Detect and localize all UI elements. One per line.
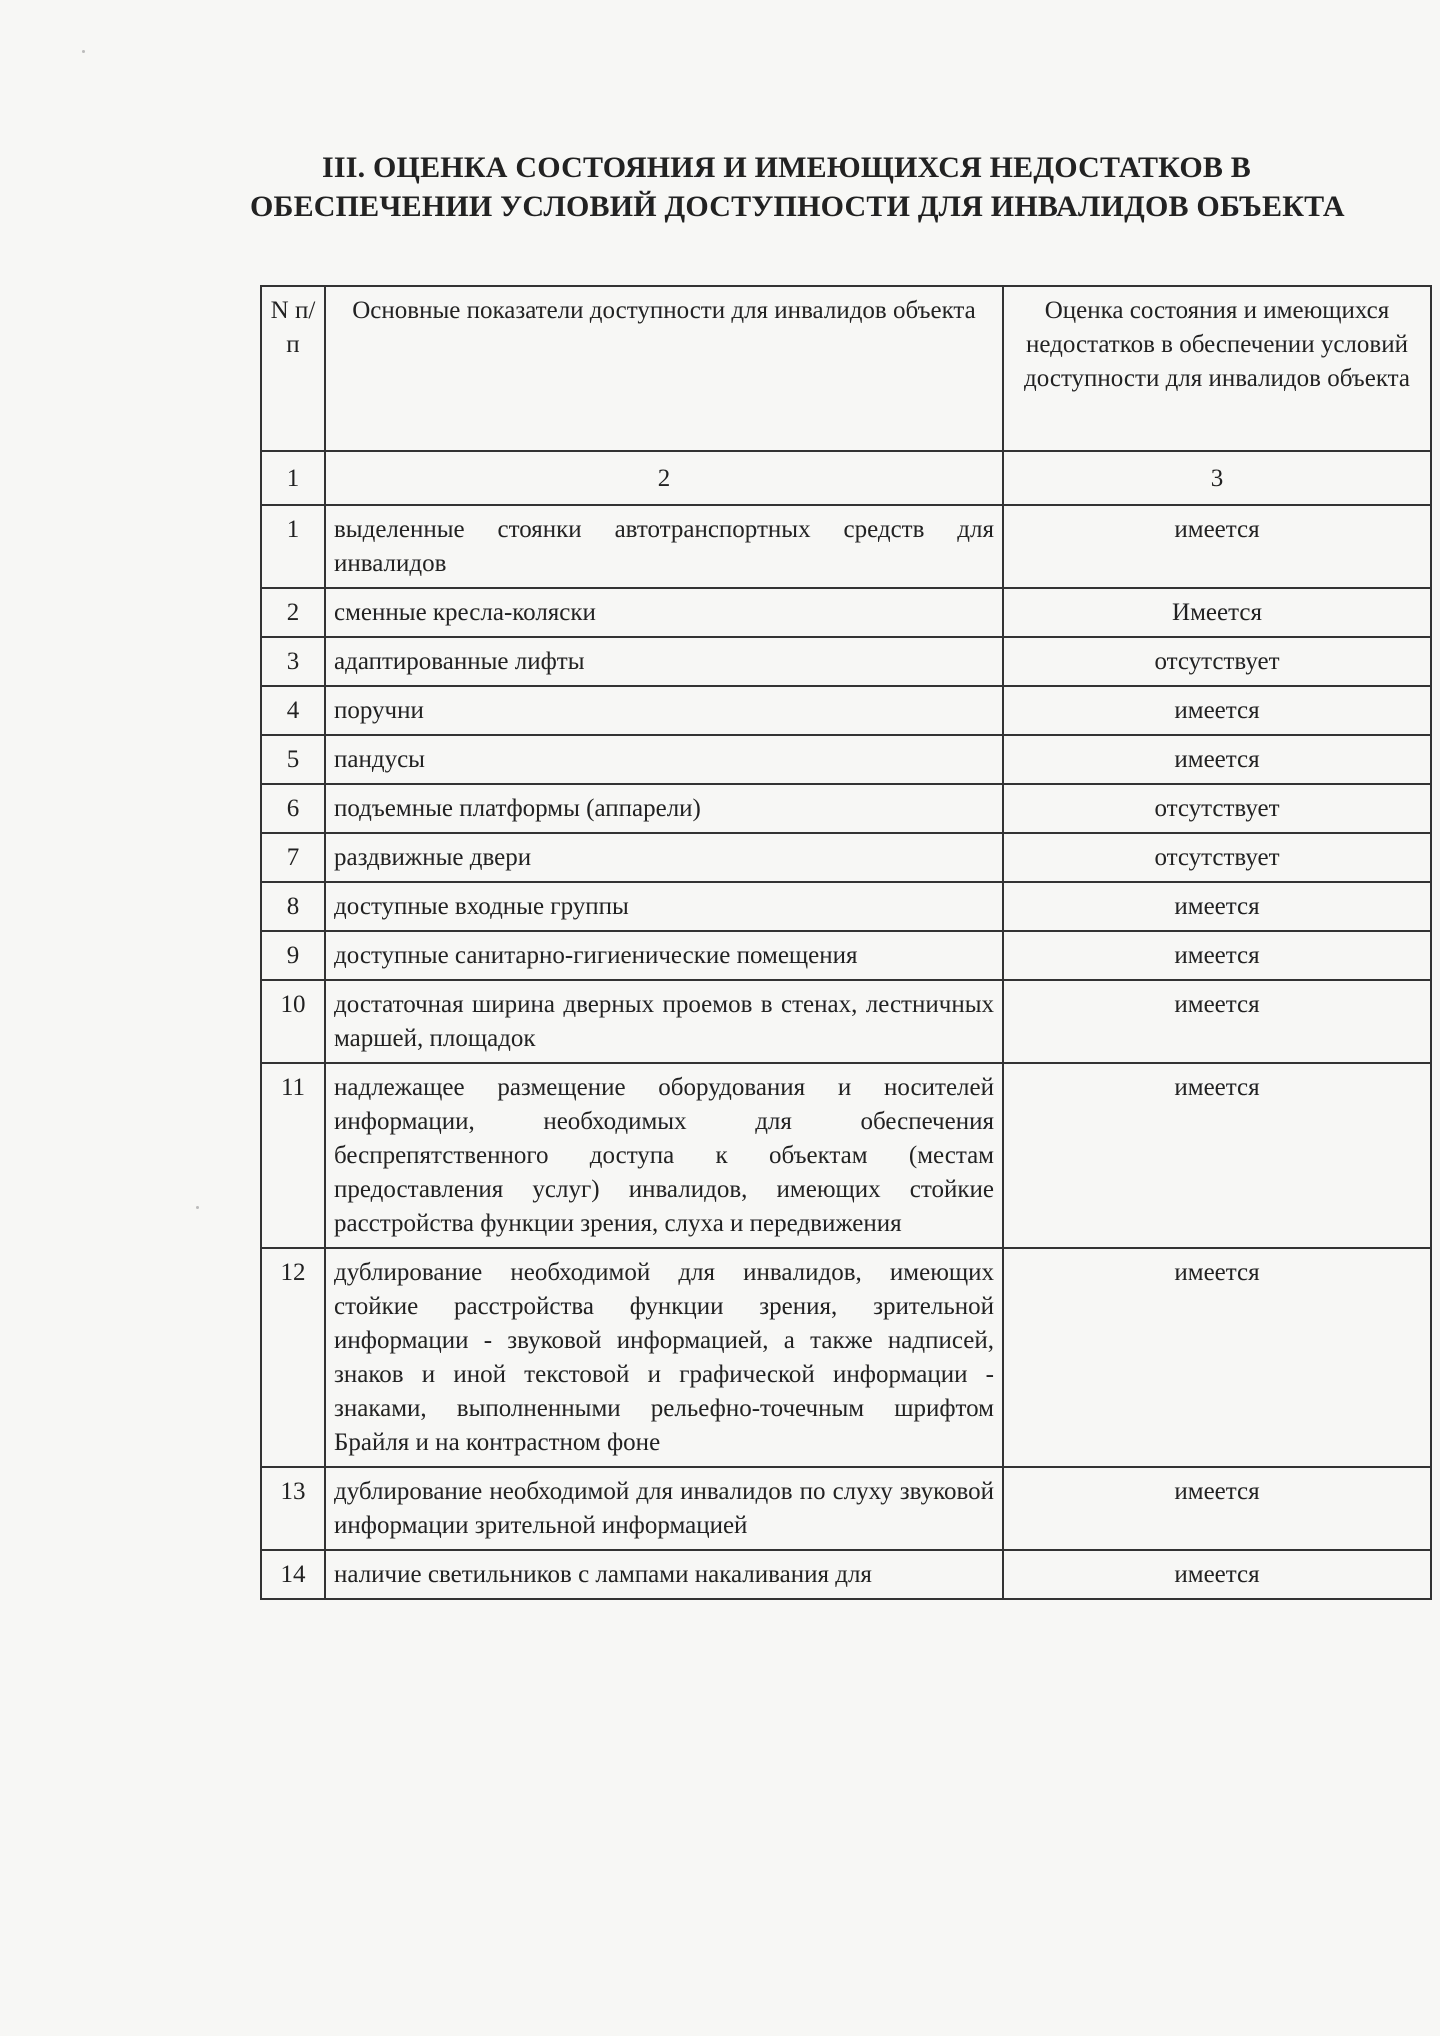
- row-indicator: выделенные стоянки автотранспортных средств для инвалидов: [325, 505, 1003, 588]
- table-row: [261, 588, 1431, 637]
- row-indicator: пандусы: [325, 735, 1003, 784]
- table-header-row: [261, 286, 1431, 451]
- table-row: [261, 505, 1431, 588]
- table-row: [261, 1467, 1431, 1550]
- header-assessment: Оценка состояния и имеющихся недостатков в обеспечении условий доступности для инвалидов объекта: [1003, 286, 1431, 451]
- row-indicator: сменные кресла-коляски: [325, 588, 1003, 637]
- row-value: имеется: [1003, 1550, 1431, 1599]
- row-value: имеется: [1003, 686, 1431, 735]
- section-title: [250, 148, 1370, 226]
- table-row: [261, 980, 1431, 1063]
- row-indicator: дублирование необходимой для инвалидов по слуху звуковой информации зрительной информацией: [325, 1467, 1003, 1550]
- row-value: Имеется: [1003, 588, 1431, 637]
- section-title-line-2: ОБЕСПЕЧЕНИИ УСЛОВИЙ ДОСТУПНОСТИ ДЛЯ ИНВАЛИДОВ ОБЪЕКТА: [250, 190, 1345, 223]
- table-row: [261, 833, 1431, 882]
- table-row: [261, 637, 1431, 686]
- section-title-line-1: III. ОЦЕНКА СОСТОЯНИЯ И ИМЕЮЩИХСЯ НЕДОСТАТКОВ В: [322, 151, 1252, 184]
- row-indicator: поручни: [325, 686, 1003, 735]
- row-num: 5: [261, 735, 325, 784]
- row-value: имеется: [1003, 931, 1431, 980]
- row-num: 7: [261, 833, 325, 882]
- row-value: имеется: [1003, 980, 1431, 1063]
- row-num: 4: [261, 686, 325, 735]
- table-row: [261, 882, 1431, 931]
- row-num: 2: [261, 588, 325, 637]
- row-num: 12: [261, 1248, 325, 1467]
- row-indicator: раздвижные двери: [325, 833, 1003, 882]
- row-value: имеется: [1003, 505, 1431, 588]
- row-indicator: дублирование необходимой для инвалидов, имеющих стойкие расстройства функции зрения, зрительной информации - звуковой информацией, а также надписей, знаков и иной текстовой и графической информации - знаками, выполненными рельефно-точечным шрифтом Брайля и на контрастном фоне: [325, 1248, 1003, 1467]
- row-value: отсутствует: [1003, 833, 1431, 882]
- column-number-2: 2: [325, 451, 1003, 505]
- accessibility-table: [260, 285, 1432, 1600]
- table-row: [261, 686, 1431, 735]
- row-value: имеется: [1003, 1248, 1431, 1467]
- row-num: 14: [261, 1550, 325, 1599]
- row-value: отсутствует: [1003, 637, 1431, 686]
- row-indicator: адаптированные лифты: [325, 637, 1003, 686]
- row-num: 9: [261, 931, 325, 980]
- row-num: 3: [261, 637, 325, 686]
- row-value: отсутствует: [1003, 784, 1431, 833]
- header-num: N п/п: [261, 286, 325, 451]
- row-num: 10: [261, 980, 325, 1063]
- row-num: 13: [261, 1467, 325, 1550]
- table-row: [261, 1248, 1431, 1467]
- row-value: имеется: [1003, 1467, 1431, 1550]
- row-num: 8: [261, 882, 325, 931]
- row-num: 11: [261, 1063, 325, 1248]
- table-row: [261, 931, 1431, 980]
- table-row: [261, 735, 1431, 784]
- table-row: [261, 784, 1431, 833]
- row-indicator: доступные санитарно-гигиенические помещения: [325, 931, 1003, 980]
- row-num: 1: [261, 505, 325, 588]
- scan-speck: [196, 1206, 199, 1209]
- row-indicator: достаточная ширина дверных проемов в стенах, лестничных маршей, площадок: [325, 980, 1003, 1063]
- column-number-3: 3: [1003, 451, 1431, 505]
- row-indicator: подъемные платформы (аппарели): [325, 784, 1003, 833]
- row-value: имеется: [1003, 735, 1431, 784]
- row-num: 6: [261, 784, 325, 833]
- header-indicator: Основные показатели доступности для инвалидов объекта: [325, 286, 1003, 451]
- column-number-1: 1: [261, 451, 325, 505]
- row-value: имеется: [1003, 1063, 1431, 1248]
- row-indicator: наличие светильников с лампами накаливания для: [325, 1550, 1003, 1599]
- row-indicator: доступные входные группы: [325, 882, 1003, 931]
- column-number-row: [261, 451, 1431, 505]
- table-row: [261, 1550, 1431, 1599]
- row-value: имеется: [1003, 882, 1431, 931]
- scan-speck: [82, 50, 85, 53]
- table-row: [261, 1063, 1431, 1248]
- row-indicator: надлежащее размещение оборудования и носителей информации, необходимых для обеспечения беспрепятственного доступа к объектам (местам предоставления услуг) инвалидов, имеющих стойкие расстройства функции зрения, слуха и передвижения: [325, 1063, 1003, 1248]
